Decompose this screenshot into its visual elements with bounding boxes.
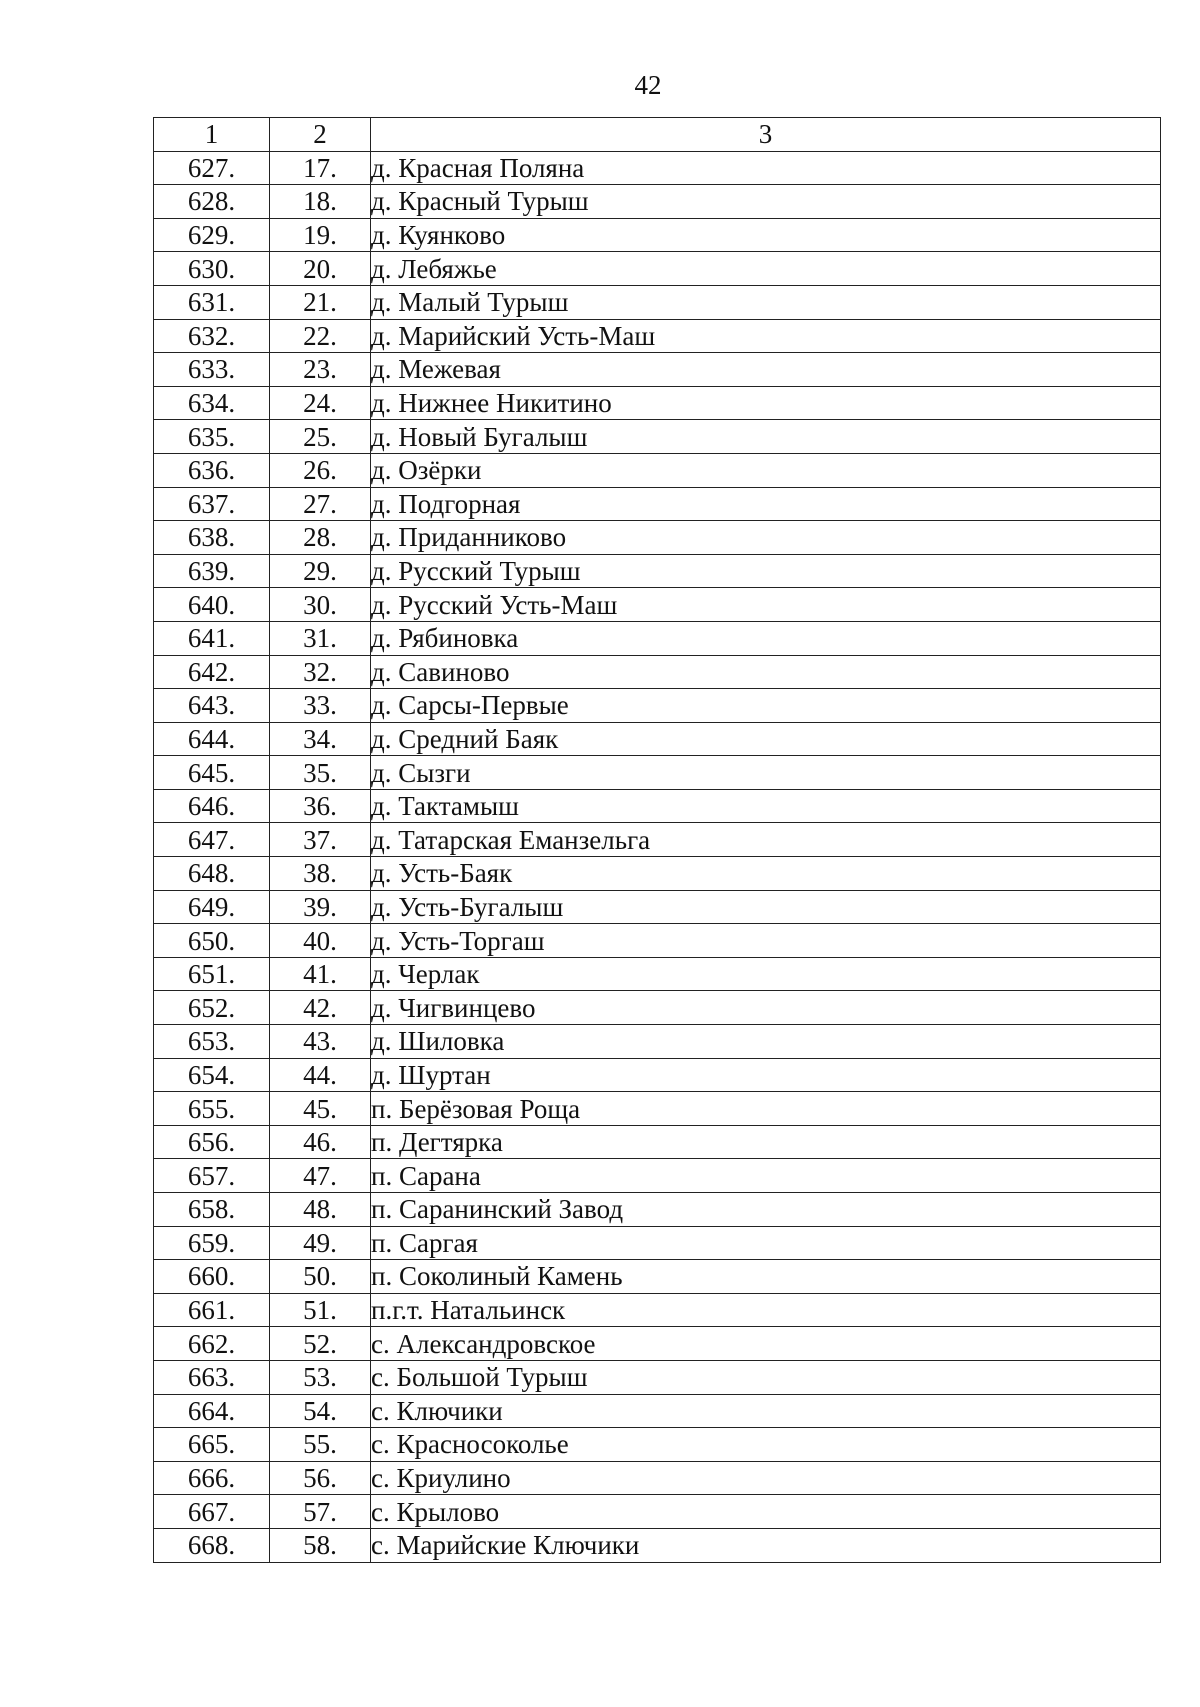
sub-number: 32. [270,655,371,689]
settlement-name: с. Александровское [371,1327,1161,1361]
row-number: 627. [154,151,270,185]
settlement-name: д. Средний Баяк [371,722,1161,756]
row-number: 652. [154,991,270,1025]
sub-number: 20. [270,252,371,286]
settlement-name: д. Татарская Еманзельга [371,823,1161,857]
settlement-name: д. Подгорная [371,487,1161,521]
table-row [154,890,1161,924]
table-row [154,957,1161,991]
table-row [154,924,1161,958]
row-number: 664. [154,1394,270,1428]
row-number: 658. [154,1193,270,1227]
sub-number: 41. [270,957,371,991]
settlement-name: д. Приданниково [371,521,1161,555]
settlement-name: п. Саранинский Завод [371,1193,1161,1227]
settlement-name: д. Русский Усть-Маш [371,588,1161,622]
table-row [154,588,1161,622]
settlement-name: д. Нижнее Никитино [371,386,1161,420]
sub-number: 49. [270,1226,371,1260]
row-number: 630. [154,252,270,286]
settlement-name: д. Красный Турыш [371,185,1161,219]
row-number: 647. [154,823,270,857]
sub-number: 55. [270,1428,371,1462]
settlement-name: д. Рябиновка [371,621,1161,655]
table-row [154,285,1161,319]
sub-number: 52. [270,1327,371,1361]
row-number: 668. [154,1528,270,1562]
column-header-1: 1 [154,118,270,152]
settlement-name: д. Новый Бугалыш [371,420,1161,454]
table-row [154,1193,1161,1227]
sub-number: 40. [270,924,371,958]
page-number: 42 [634,70,662,100]
row-number: 659. [154,1226,270,1260]
settlement-name: д. Тактамыш [371,789,1161,823]
sub-number: 47. [270,1159,371,1193]
settlement-name: д. Усть-Торгаш [371,924,1161,958]
table-row [154,1092,1161,1126]
sub-number: 56. [270,1461,371,1495]
row-number: 648. [154,857,270,891]
table-row [154,756,1161,790]
table-row [154,722,1161,756]
row-number: 654. [154,1058,270,1092]
settlement-name: д. Красная Поляна [371,151,1161,185]
settlement-name: д. Шуртан [371,1058,1161,1092]
row-number: 645. [154,756,270,790]
sub-number: 54. [270,1394,371,1428]
sub-number: 35. [270,756,371,790]
sub-number: 37. [270,823,371,857]
sub-number: 21. [270,285,371,319]
sub-number: 31. [270,621,371,655]
settlement-name: д. Русский Турыш [371,554,1161,588]
settlement-name: п. Саргая [371,1226,1161,1260]
settlement-name: п. Берёзовая Роща [371,1092,1161,1126]
row-number: 655. [154,1092,270,1126]
table-row [154,621,1161,655]
sub-number: 36. [270,789,371,823]
row-number: 660. [154,1260,270,1294]
row-number: 639. [154,554,270,588]
table-row [154,151,1161,185]
settlement-name: д. Черлак [371,957,1161,991]
row-number: 666. [154,1461,270,1495]
row-number: 665. [154,1428,270,1462]
table-row [154,1125,1161,1159]
table-row [154,1025,1161,1059]
table-row [154,252,1161,286]
sub-number: 51. [270,1293,371,1327]
settlement-name: д. Марийский Усть-Маш [371,319,1161,353]
settlement-name: д. Озёрки [371,453,1161,487]
sub-number: 43. [270,1025,371,1059]
table-row [154,689,1161,723]
table-row [154,1528,1161,1562]
sub-number: 46. [270,1125,371,1159]
settlement-name: д. Чигвинцево [371,991,1161,1025]
sub-number: 18. [270,185,371,219]
sub-number: 42. [270,991,371,1025]
settlement-name: п. Соколиный Камень [371,1260,1161,1294]
row-number: 642. [154,655,270,689]
table-row [154,554,1161,588]
settlement-name: с. Большой Турыш [371,1360,1161,1394]
row-number: 643. [154,689,270,723]
row-number: 650. [154,924,270,958]
table-row [154,453,1161,487]
sub-number: 26. [270,453,371,487]
sub-number: 39. [270,890,371,924]
table-row [154,420,1161,454]
column-header-3: 3 [371,118,1161,152]
row-number: 632. [154,319,270,353]
table-row [154,1394,1161,1428]
table-row [154,1327,1161,1361]
table-row [154,991,1161,1025]
row-number: 651. [154,957,270,991]
row-number: 637. [154,487,270,521]
settlement-name: п. Сарана [371,1159,1161,1193]
table-row [154,789,1161,823]
sub-number: 28. [270,521,371,555]
table-row [154,655,1161,689]
sub-number: 22. [270,319,371,353]
table-row [154,1159,1161,1193]
table-row [154,319,1161,353]
table-row [154,1293,1161,1327]
row-number: 653. [154,1025,270,1059]
table-row [154,1260,1161,1294]
settlement-name: п. Дегтярка [371,1125,1161,1159]
sub-number: 53. [270,1360,371,1394]
settlement-name: д. Сызги [371,756,1161,790]
settlement-name: с. Криулино [371,1461,1161,1495]
settlement-name: д. Куянково [371,218,1161,252]
settlement-name: д. Усть-Бугалыш [371,890,1161,924]
row-number: 633. [154,353,270,387]
sub-number: 34. [270,722,371,756]
column-header-2: 2 [270,118,371,152]
row-number: 644. [154,722,270,756]
sub-number: 19. [270,218,371,252]
row-number: 649. [154,890,270,924]
settlement-name: с. Марийские Ключики [371,1528,1161,1562]
settlement-name: с. Ключики [371,1394,1161,1428]
row-number: 641. [154,621,270,655]
row-number: 662. [154,1327,270,1361]
table-row [154,1058,1161,1092]
settlement-name: с. Красносоколье [371,1428,1161,1462]
sub-number: 50. [270,1260,371,1294]
sub-number: 33. [270,689,371,723]
table-row [154,1428,1161,1462]
settlement-name: д. Савиново [371,655,1161,689]
sub-number: 57. [270,1495,371,1529]
row-number: 663. [154,1360,270,1394]
settlement-name: д. Шиловка [371,1025,1161,1059]
sub-number: 27. [270,487,371,521]
row-number: 635. [154,420,270,454]
row-number: 646. [154,789,270,823]
sub-number: 29. [270,554,371,588]
row-number: 656. [154,1125,270,1159]
row-number: 667. [154,1495,270,1529]
settlement-name: д. Сарсы-Первые [371,689,1161,723]
table-row [154,1226,1161,1260]
sub-number: 24. [270,386,371,420]
table-row [154,1360,1161,1394]
table-row [154,521,1161,555]
row-number: 628. [154,185,270,219]
sub-number: 38. [270,857,371,891]
row-number: 634. [154,386,270,420]
sub-number: 23. [270,353,371,387]
settlement-name: с. Крылово [371,1495,1161,1529]
row-number: 661. [154,1293,270,1327]
table-row [154,1461,1161,1495]
row-number: 638. [154,521,270,555]
table-row [154,823,1161,857]
row-number: 640. [154,588,270,622]
settlement-name: п.г.т. Натальинск [371,1293,1161,1327]
sub-number: 48. [270,1193,371,1227]
sub-number: 25. [270,420,371,454]
table-row [154,353,1161,387]
table-row [154,386,1161,420]
sub-number: 44. [270,1058,371,1092]
sub-number: 17. [270,151,371,185]
table-header-row [154,118,1161,152]
settlement-name: д. Усть-Баяк [371,857,1161,891]
table-row [154,1495,1161,1529]
row-number: 636. [154,453,270,487]
row-number: 631. [154,285,270,319]
row-number: 657. [154,1159,270,1193]
sub-number: 58. [270,1528,371,1562]
settlement-name: д. Лебяжье [371,252,1161,286]
settlement-name: д. Межевая [371,353,1161,387]
table-row [154,857,1161,891]
settlement-name: д. Малый Турыш [371,285,1161,319]
row-number: 629. [154,218,270,252]
table-row [154,185,1161,219]
settlements-table [153,117,1161,1563]
table-body [154,151,1161,1562]
sub-number: 30. [270,588,371,622]
table-row [154,218,1161,252]
sub-number: 45. [270,1092,371,1126]
table-row [154,487,1161,521]
